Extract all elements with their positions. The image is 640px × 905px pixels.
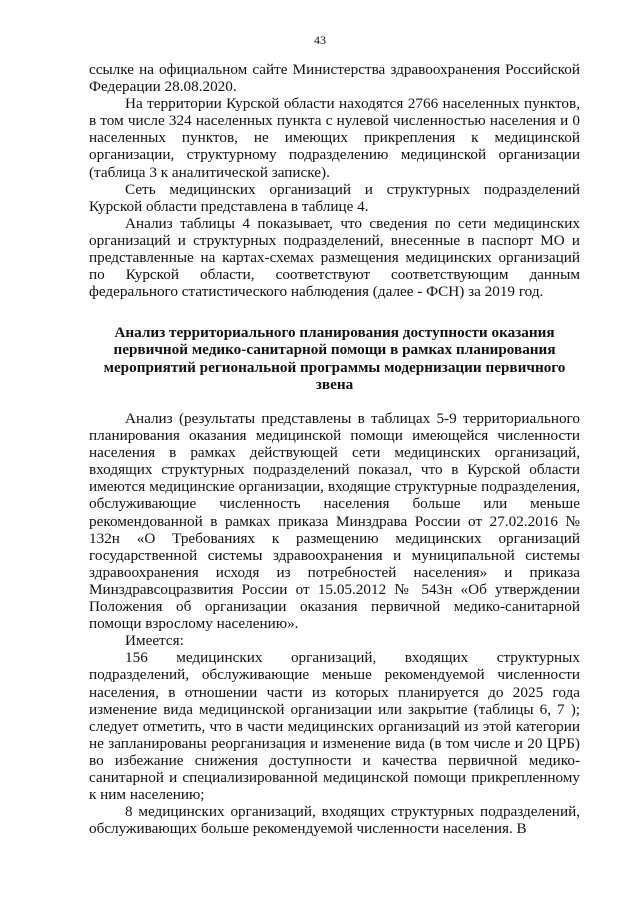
paragraph-analysis-results: Анализ (результаты представлены в таблицах 5-9 территориального планирования оказания медицинской помощи имеющейся численности населения в рамках действующей сети медицинских организаций, входящих структурных подразделений показал, что в Курской области имеются медицинские организации, входящие структурные подразделения, обслуживающие численность населения больше или меньше рекомендованной в рамках приказа Минздрава России от 27.02.2016 № 132н «О Требованиях к размещению медицинских организаций государственной системы здравоохранения и муниципальной системы здравоохранения исходя из потребностей населения» и приказа Минздравсоцразвития России от 15.05.2012 № 543н «Об утверждении Положения об организации оказания первичной медико-санитарной помощи взрослому населению». <box>89 410 580 633</box>
intro-text-block <box>89 61 580 300</box>
paragraph-8-organizations: 8 медицинских организаций, входящих структурных подразделений, обслуживающих больше рекомендуемой численности населения. В <box>89 803 580 838</box>
paragraph-table4-analysis: Анализ таблицы 4 показывает, что сведения по сети медицинских организаций и структурных подразделений, внесенные в паспорт МО и представленные на картах-схемах размещения медицинских организаций по Курской области, соответствуют соответствующим данным федерального статистического наблюдения (далее - ФСН) за 2019 год. <box>89 214 580 301</box>
analysis-text-block <box>89 410 580 837</box>
section-heading: Анализ территориального планирования доступности оказания первичной медико-санитарной помощи в рамках планирования мероприятий региональной программы модернизации первичного звена <box>103 324 566 393</box>
paragraph-156-organizations: 156 медицинских организаций, входящих структурных подразделений, обслуживающие меньше рекомендуемой численности населения, в отношении части из которых планируется до 2025 года изменение вида медицинской организации или закрытие (таблицы 6, 7 ); следует отметить, что в части медицинских организаций из этой категории не запланированы реорганизация и изменение вида (в том числе и 20 ЦРБ) во избежание снижения доступности и качества первичной медико-санитарной и специализированной медицинской помощи прикрепленному к ним населению; <box>89 649 580 804</box>
paragraph-network: Сеть медицинских организаций и структурных подразделений Курской области представлена в таблице 4. <box>89 180 580 215</box>
paragraph-continuation: ссылке на официальном сайте Министерства здравоохранения Российской Федерации 28.08.2020. <box>89 61 580 96</box>
paragraph-settlements: На территории Курской области находятся 2766 населенных пунктов, в том числе 324 населенных пункта с нулевой численностью населения и 0 населенных пунктов, не имеющих прикрепления к медицинской организации, структурному подразделению медицинской организации (таблица 3 к аналитической записке). <box>89 95 580 181</box>
paragraph-available-label: Имеется: <box>125 632 184 650</box>
page-number: 43 <box>314 33 326 47</box>
